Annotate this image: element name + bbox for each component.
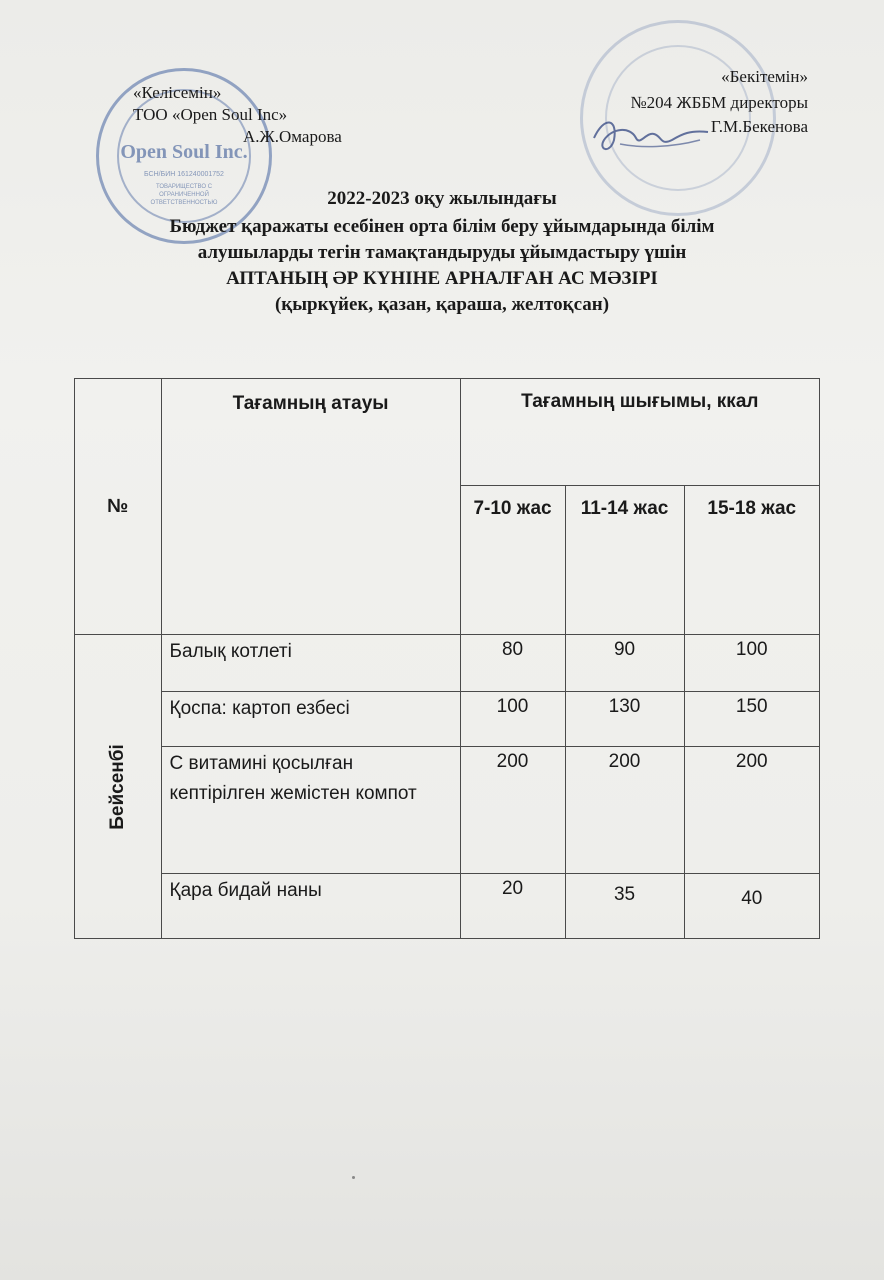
header-dish-name: Тағамның атауы [161, 379, 460, 635]
approval-left [133, 82, 342, 148]
approval-left-label: «Келісемін» [133, 83, 222, 102]
approval-right-label: «Бекітемін» [721, 67, 808, 86]
paper-speck [352, 1176, 355, 1179]
document-title [60, 186, 824, 318]
table-row [75, 747, 820, 874]
yield-15-18: 100 [684, 635, 819, 692]
title-line-3: алушыларды тегін тамақтандыруды ұйымдастыру үшін [197, 242, 687, 263]
header-age-7-10: 7-10 жас [460, 486, 565, 635]
approval-left-person: А.Ж.Омарова [243, 127, 342, 146]
header-age-15-18: 15-18 жас [684, 486, 819, 635]
menu-table [74, 378, 820, 939]
dish-name: С витамині қосылған кептірілген жемістен компот [161, 747, 460, 874]
approval-right-org: №204 ЖББМ директоры [630, 93, 808, 112]
yield-11-14: 90 [565, 635, 684, 692]
table-row [75, 635, 820, 692]
day-label: Бейсенбі [106, 743, 128, 830]
yield-11-14: 200 [565, 747, 684, 874]
header-age-11-14: 11-14 жас [565, 486, 684, 635]
title-line-1: 2022-2023 оқу жылындағы [327, 188, 557, 209]
title-line-2: Бюджет қаражаты есебінен орта білім беру ұйымдарында білім [169, 216, 715, 237]
table-row [75, 874, 820, 939]
dish-name: Қоспа: картоп езбесі [161, 692, 460, 747]
yield-15-18: 150 [684, 692, 819, 747]
header-number: № [75, 379, 162, 635]
approval-right-person: Г.М.Бекенова [710, 117, 808, 136]
table-row [75, 692, 820, 747]
approval-left-org: ТОО «Open Soul Inc» [133, 105, 288, 124]
approval-right [630, 66, 808, 138]
stamp-company-name: Open Soul Inc. [120, 141, 248, 163]
stamp-bin: БСН/БИН 161240001752 [144, 171, 224, 178]
dish-name: Қара бидай наны [161, 874, 460, 939]
yield-7-10: 80 [460, 635, 565, 692]
yield-15-18: 40 [684, 874, 819, 939]
yield-7-10: 20 [460, 874, 565, 939]
yield-11-14: 35 [565, 874, 684, 939]
dish-name: Балық котлеті [161, 635, 460, 692]
title-line-4: АПТАНЫҢ ӘР КҮНІНЕ АРНАЛҒАН АС МӘЗІРІ [226, 268, 658, 289]
day-cell [75, 635, 162, 939]
stamp-company-type: ТОВАРИЩЕСТВО С ОГРАНИЧЕННОЙ ОТВЕТСТВЕННОСТЬЮ [150, 184, 218, 206]
yield-15-18: 200 [684, 747, 819, 874]
title-line-5: (қыркүйек, қазан, қараша, желтоқсан) [274, 294, 610, 315]
yield-11-14: 130 [565, 692, 684, 747]
header-yield: Тағамның шығымы, ккал [460, 379, 819, 486]
table-header-row [75, 379, 820, 486]
yield-7-10: 200 [460, 747, 565, 874]
yield-7-10: 100 [460, 692, 565, 747]
